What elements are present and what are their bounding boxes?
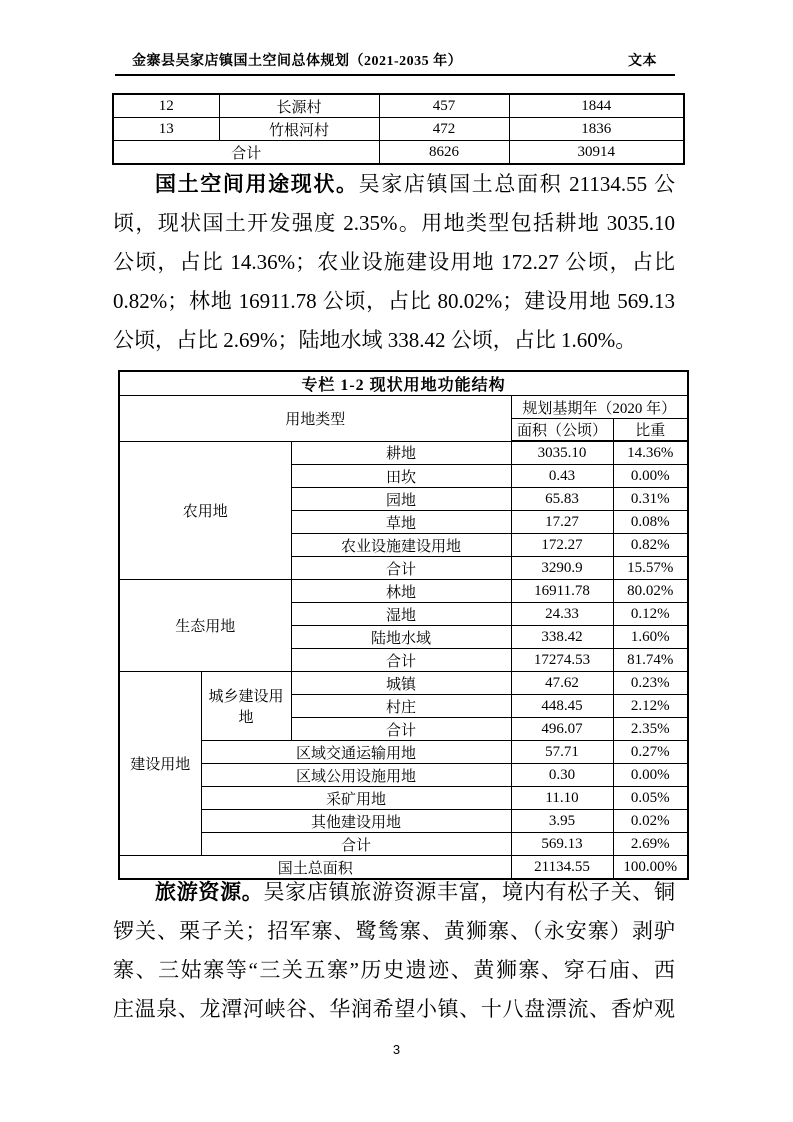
landtype-cell: 城镇 (291, 672, 511, 695)
col-header-baseyear: 规划基期年（2020 年） (511, 396, 688, 419)
box-table-title-row (119, 371, 688, 396)
area-cell: 57.71 (511, 741, 613, 764)
paragraph-text: 吴家店镇国土总面积 21134.55 公 (358, 172, 675, 196)
landtype-cell: 田坎 (291, 465, 511, 488)
table-row (119, 810, 688, 833)
ratio-cell: 0.31% (613, 488, 688, 511)
village-value-cell: 457 (379, 94, 509, 118)
landtype-cell: 陆地水域 (291, 626, 511, 649)
group-label-cell: 农用地 (119, 441, 291, 580)
area-cell: 3290.9 (511, 557, 613, 580)
table-row (119, 833, 688, 856)
area-cell: 11.10 (511, 787, 613, 810)
landtype-cell: 草地 (291, 511, 511, 534)
ratio-cell: 14.36% (613, 441, 688, 465)
paragraph-lead: 旅游资源。 (155, 880, 264, 904)
area-cell: 3035.10 (511, 441, 613, 465)
paragraph-line: 公顷，占比 2.69%；陆地水域 338.42 公顷，占比 1.60%。 (113, 328, 637, 352)
area-cell: 3.95 (511, 810, 613, 833)
page-number: 3 (392, 1042, 401, 1057)
ratio-cell: 0.82% (613, 534, 688, 557)
ratio-cell: 2.12% (613, 695, 688, 718)
paragraph-lead: 国土空间用途现状。 (155, 172, 359, 196)
village-index-cell: 12 (113, 94, 219, 118)
village-table (112, 93, 685, 165)
landtype-cell: 合计 (201, 833, 511, 856)
village-value-cell: 1844 (509, 94, 684, 118)
total-value-cell: 8626 (379, 141, 509, 165)
area-cell: 47.62 (511, 672, 613, 695)
total-label-cell: 合计 (113, 141, 379, 165)
doc-header-doc-type: 文本 (628, 54, 657, 69)
landtype-cell: 合计 (291, 718, 511, 741)
area-cell: 448.45 (511, 695, 613, 718)
paragraph-line: 庄温泉、龙潭河峡谷、华润希望小镇、十八盘漂流、香炉观 (113, 997, 675, 1021)
paragraph-line: 锣关、栗子关；招军寨、鹭鸶寨、黄狮寨、（永安寨）剥驴 (113, 919, 675, 943)
table-row (119, 787, 688, 810)
col-header-landtype: 用地类型 (119, 396, 511, 442)
area-cell: 172.27 (511, 534, 613, 557)
ratio-cell: 0.02% (613, 810, 688, 833)
village-name-cell: 长源村 (219, 94, 379, 118)
col-header-ratio: 比重 (613, 419, 688, 442)
paragraph-line: 公顷，占比 14.36%；农业设施建设用地 172.27 公顷，占比 (113, 250, 675, 274)
ratio-cell: 2.35% (613, 718, 688, 741)
ratio-cell: 0.27% (613, 741, 688, 764)
landtype-cell: 其他建设用地 (201, 810, 511, 833)
village-value-cell: 472 (379, 118, 509, 141)
landtype-cell: 湿地 (291, 603, 511, 626)
paragraph-line: 0.82%；林地 16911.78 公顷，占比 80.02%；建设用地 569.13 (113, 289, 675, 313)
village-value-cell: 1836 (509, 118, 684, 141)
table-row (119, 580, 688, 603)
ratio-cell: 0.00% (613, 465, 688, 488)
box-table-header-row (119, 396, 688, 419)
landtype-cell: 区域公用设施用地 (201, 764, 511, 787)
landtype-cell: 园地 (291, 488, 511, 511)
area-cell: 17.27 (511, 511, 613, 534)
ratio-cell: 80.02% (613, 580, 688, 603)
paragraph-line: 寨、三姑寨等“三关五寨”历史遗迹、黄狮寨、穿石庙、西 (113, 958, 675, 982)
table-row (119, 441, 688, 465)
paragraph-text: 吴家店镇旅游资源丰富，境内有松子关、铜 (263, 880, 675, 904)
area-cell: 496.07 (511, 718, 613, 741)
landtype-cell: 农业设施建设用地 (291, 534, 511, 557)
paragraph-line (113, 873, 675, 912)
area-cell: 16911.78 (511, 580, 613, 603)
landtype-cell: 合计 (291, 649, 511, 672)
landtype-cell: 合计 (291, 557, 511, 580)
paragraph-landuse (113, 165, 675, 360)
ratio-cell: 0.08% (613, 511, 688, 534)
ratio-cell: 1.60% (613, 626, 688, 649)
doc-header (115, 50, 675, 76)
village-table-total-row (113, 141, 684, 165)
ratio-cell: 0.23% (613, 672, 688, 695)
landuse-structure-table (118, 370, 689, 880)
subgroup-label-cell: 城乡建设用地 (201, 672, 291, 741)
box-table-title: 专栏 1-2 现状用地功能结构 (119, 371, 688, 396)
area-cell: 0.30 (511, 764, 613, 787)
doc-header-title: 金寨县吴家店镇国土空间总体规划（2021-2035 年） (132, 54, 463, 69)
total-value-cell: 30914 (509, 141, 684, 165)
ratio-cell: 2.69% (613, 833, 688, 856)
ratio-cell: 0.05% (613, 787, 688, 810)
area-cell: 0.43 (511, 465, 613, 488)
village-table-row (113, 94, 684, 118)
table-row (119, 741, 688, 764)
village-name-cell: 竹根河村 (219, 118, 379, 141)
paragraph-line: 顷，现状国土开发强度 2.35%。用地类型包括耕地 3035.10 (113, 211, 675, 235)
table-row (119, 764, 688, 787)
area-cell: 17274.53 (511, 649, 613, 672)
ratio-cell: 0.00% (613, 764, 688, 787)
total-area-cell: 21134.55 (511, 856, 613, 880)
total-label-cell: 国土总面积 (119, 856, 511, 880)
total-ratio-cell: 100.00% (613, 856, 688, 880)
ratio-cell: 81.74% (613, 649, 688, 672)
table-row (119, 672, 688, 695)
landtype-cell: 村庄 (291, 695, 511, 718)
landtype-cell: 区域交通运输用地 (201, 741, 511, 764)
area-cell: 24.33 (511, 603, 613, 626)
area-cell: 338.42 (511, 626, 613, 649)
village-table-row (113, 118, 684, 141)
col-header-area: 面积（公顷） (511, 419, 613, 442)
landtype-cell: 耕地 (291, 441, 511, 465)
area-cell: 569.13 (511, 833, 613, 856)
ratio-cell: 15.57% (613, 557, 688, 580)
paragraph-tourism (113, 873, 675, 1029)
area-cell: 65.83 (511, 488, 613, 511)
village-index-cell: 13 (113, 118, 219, 141)
landtype-cell: 林地 (291, 580, 511, 603)
paragraph-line (113, 165, 675, 204)
group-label-cell: 建设用地 (119, 672, 201, 856)
group-label-cell: 生态用地 (119, 580, 291, 672)
ratio-cell: 0.12% (613, 603, 688, 626)
landtype-cell: 采矿用地 (201, 787, 511, 810)
